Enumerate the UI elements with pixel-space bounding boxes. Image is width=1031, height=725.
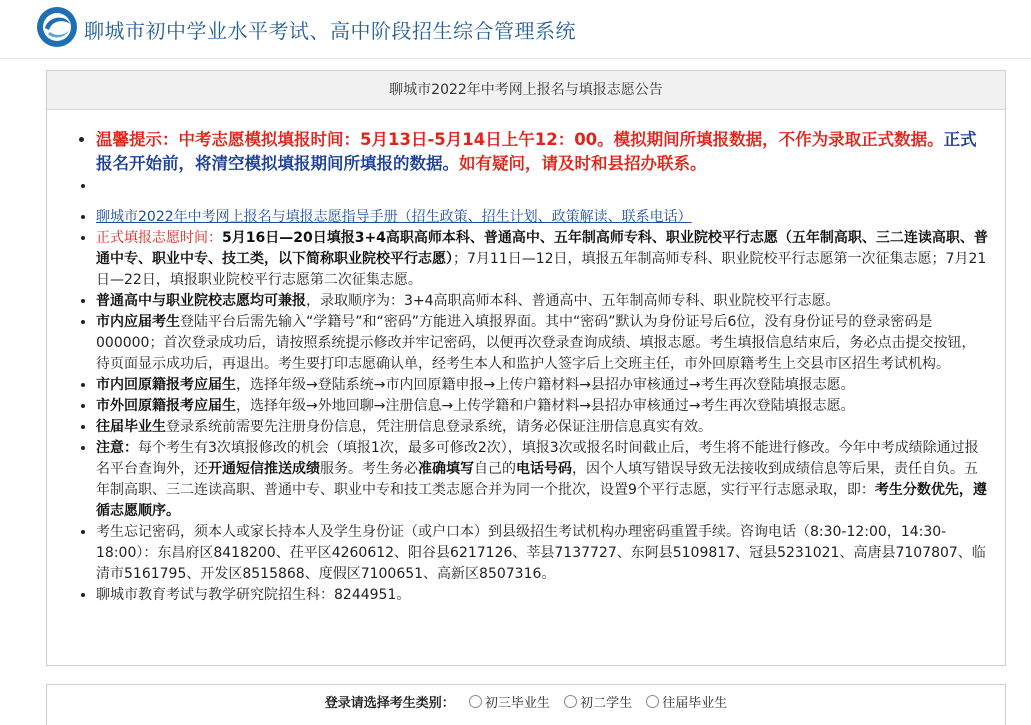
list-item-contact [96,585,989,606]
local-text: 登陆平台后需先输入“学籍号”和“密码”方能进入填报界面。其中“密码”默认为身份证号后6位，没有身份证号的登录密码是000000；首次登录成功后，请按照系统提示修改并牢记密码，以便再次登录查询成绩、填报志愿。考生填报信息结束后，务必点击提交按钮，待页面显示成功后，再退出。考生要打印志愿确认单，经考生本人和监护人签字后上交班主任，市外回原籍考生上交县市区招生考试机构。 [96,314,976,372]
site-logo-icon [36,6,78,48]
note-text-2: 服务。考生务必 [320,461,418,477]
list-item-return-out [96,396,989,417]
list-item-order [96,291,989,312]
list-item-note [96,438,989,522]
formal-time-bold: 5月16日—20日填报3+4高职高师本科、普通高中、五年制高师专科、职业院校平行志愿（五年制高职、三二连读高职、普通中专、职业中专、技工类，以下简称职业院校平行志愿） [96,230,988,267]
list-item-formal-time [96,228,989,291]
list-item-warm-tip [96,128,989,176]
login-category-bar [46,684,1006,725]
list-item-return-in [96,375,989,396]
order-text: ，录取顺序为：3+4高职高师本科、普通高中、五年制高师专科、职业院校平行志愿。 [306,293,840,309]
radio-past-graduate[interactable] [646,695,659,708]
formal-time-label: 正式填报志愿时间： [96,230,222,246]
option-past-graduate-label[interactable]: 往届毕业生 [662,696,728,711]
note-bold-1: 开通短信推送成绩 [208,461,320,477]
announcement-title: 聊城市2022年中考网上报名与填报志愿公告 [47,71,1005,110]
past-text: 登录系统前需要先注册身份信息，凭注册信息登录系统，请务必保证注册信息真实有效。 [166,419,712,435]
list-item-local [96,312,989,375]
local-bold: 市内应届考生 [96,314,180,330]
past-bold: 往届毕业生 [96,419,166,435]
site-header [0,0,1031,59]
note-text-1: 每个考生有3次填报修改的机会（填报1次，最多可修改2次），填报3次或报名时间截止后，考生将不能进行修改。今年中考成绩除通过报名平台查询外，还 [96,440,979,477]
note-label: 注意： [96,440,138,456]
note-bold-3: 电话号码 [516,461,572,477]
return-out-bold: 市外回原籍报考应届生 [96,398,236,414]
password-text: 考生忘记密码，须本人或家长持本人及学生身份证（或户口本）到县级招生考试机构办理密码重置手续。咨询电话（8:30-12:00，14:30-18:00）：东昌府区8418200、茌平区4260612、阳谷县6217126、莘县7137727、东阿县5109817、冠县5231021、高唐县7107807、临清市5161795、开发区8515868、度假区7100651、高新区8507316。 [96,524,986,582]
list-item-empty [96,176,989,207]
note-bold-4: 考生分数优先，遵循志愿顺序。 [96,482,987,519]
formal-time-text: ；7月11日—12日，填报五年制高师专科、职业院校平行志愿第一次征集志愿；7月21日—22日，填报职业院校平行志愿第二次征集志愿。 [96,251,987,288]
return-out-text: ，选择年级→外地回聊→注册信息→上传学籍和户籍材料→县招办审核通过→考生再次登陆填报志愿。 [236,398,855,414]
list-item-manual [96,207,989,228]
return-in-text: ，选择年级→登陆系统→市内回原籍申报→上传户籍材料→县招办审核通过→考生再次登陆填报志愿。 [236,377,855,393]
order-bold: 普通高中与职业院校志愿均可兼报 [96,293,306,309]
radio-grade9[interactable] [469,695,482,708]
list-item-past [96,417,989,438]
note-text-4: ，因个人填写错误导致无法接收到成绩信息等后果，责任自负。五年制高职、三二连读高职、普通中专、职业中专和技工类志愿合并为同一个批次，设置9个平行志愿，实行平行志愿录取，即： [96,461,978,498]
note-text-3: 自己的 [474,461,516,477]
option-grade9-label[interactable]: 初三毕业生 [484,696,550,711]
warm-tip-blue: 正式报名开始前，将清空模拟填报期间所填报的数据。 [96,130,977,173]
announcement-panel [46,70,1006,666]
notice-list [47,110,1005,606]
note-bold-2: 准确填写 [418,461,474,477]
warm-tip-red: 温馨提示：中考志愿模拟填报时间：5月13日-5月14日上午12：00。模拟期间所填报数据，不作为录取正式数据。 [96,130,944,149]
return-in-bold: 市内回原籍报考应届生 [96,377,236,393]
manual-link[interactable]: 聊城市2022年中考网上报名与填报志愿指导手册（招生政策、招生计划、政策解读、联系电话） [96,209,692,225]
contact-text: 聊城市教育考试与教学研究院招生科：8244951。 [96,587,411,603]
list-item-password [96,522,989,585]
system-title: 聊城市初中学业水平考试、高中阶段招生综合管理系统 [84,19,576,43]
warm-tip-contact: 如有疑问，请及时和县招办联系。 [459,154,707,173]
option-grade8-label[interactable]: 初二学生 [580,696,633,711]
radio-grade8[interactable] [564,695,577,708]
login-category-label: 登录请选择考生类别： [324,696,455,711]
